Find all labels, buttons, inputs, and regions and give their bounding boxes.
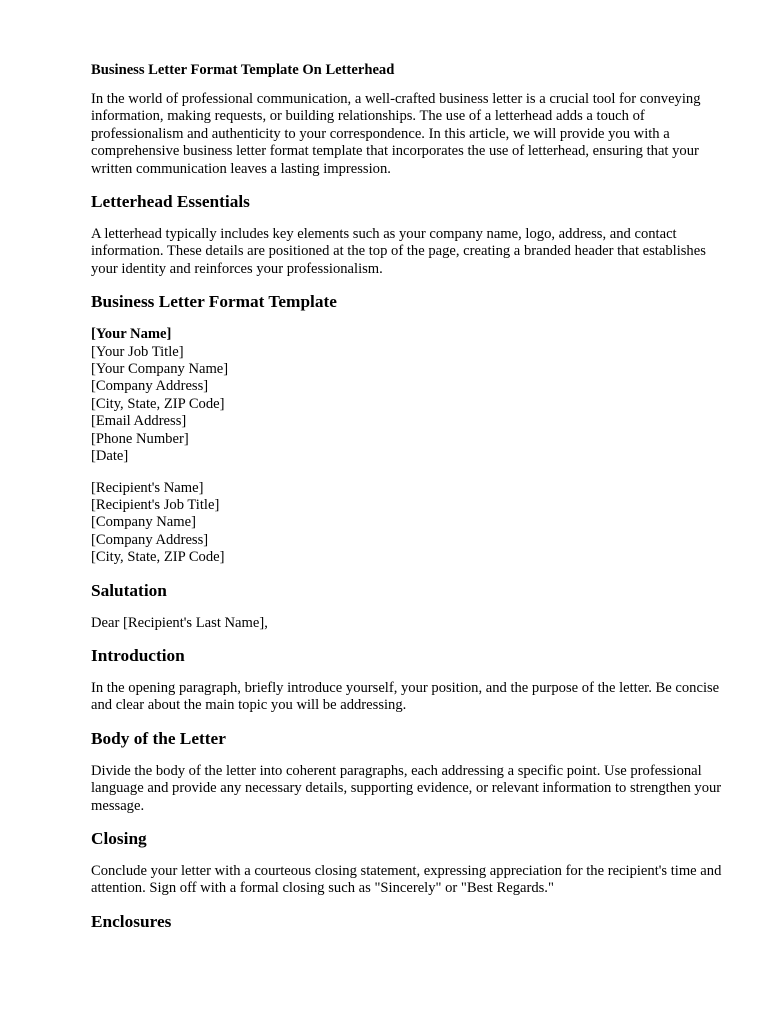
- recipient-line-city-state-zip: [City, State, ZIP Code]: [91, 549, 225, 566]
- body-of-letter-paragraph: Divide the body of the letter into coherent paragraphs, each addressing a specific point. Use professional language and provide any necessary details, supporting evidence, or relevant information to strengthen your message.: [91, 762, 722, 814]
- sender-line-email: [Email Address]: [91, 413, 187, 430]
- closing-paragraph: Conclude your letter with a courteous closing statement, expressing appreciation for the recipient's time and attention. Sign off with a formal closing such as "Sincerely" or "Best Regards.": [91, 862, 722, 897]
- recipient-block: [91, 480, 728, 567]
- heading-letterhead-essentials: Letterhead Essentials: [91, 192, 250, 212]
- sender-line-company-address: [Company Address]: [91, 378, 209, 395]
- sender-line-job-title: [Your Job Title]: [91, 343, 184, 360]
- sender-line-phone: [Phone Number]: [91, 430, 189, 447]
- recipient-line-name: [Recipient's Name]: [91, 479, 204, 496]
- heading-business-letter-format-template: Business Letter Format Template: [91, 292, 337, 312]
- heading-introduction: Introduction: [91, 645, 185, 665]
- recipient-line-company-name: [Company Name]: [91, 514, 196, 531]
- sender-line-company-name: [Your Company Name]: [91, 361, 229, 378]
- intro-paragraph: In the world of professional communication, a well-crafted business letter is a crucial tool for conveying information, making requests, or building relationships. The use of a letterhead adds a touch of professionalism and authenticity to your correspondence. In this article, we will provide you with a comprehensive business letter format template that incorporates the use of letterhead, ensuring that your written communication leaves a lasting impression.: [91, 91, 701, 177]
- recipient-line-job-title: [Recipient's Job Title]: [91, 496, 220, 513]
- salutation-paragraph: Dear [Recipient's Last Name],: [91, 614, 268, 631]
- heading-salutation: Salutation: [91, 580, 167, 600]
- sender-block: [91, 326, 728, 465]
- heading-body-of-the-letter: Body of the Letter: [91, 728, 226, 748]
- letterhead-paragraph: A letterhead typically includes key elements such as your company name, logo, address, and contact information. These details are positioned at the top of the page, creating a branded header that establishes your identity and reinforces your professionalism.: [91, 226, 706, 277]
- heading-enclosures: Enclosures: [91, 911, 172, 931]
- heading-closing: Closing: [91, 828, 147, 848]
- sender-line-city-state-zip: [City, State, ZIP Code]: [91, 395, 225, 412]
- sender-line-name: [Your Name]: [91, 326, 172, 343]
- sender-line-date: [Date]: [91, 448, 129, 465]
- recipient-line-company-address: [Company Address]: [91, 531, 209, 548]
- document-title: Business Letter Format Template On Letterhead: [91, 62, 395, 78]
- introduction-paragraph: In the opening paragraph, briefly introduce yourself, your position, and the purpose of the letter. Be concise and clear about the main topic you will be addressing.: [91, 679, 720, 714]
